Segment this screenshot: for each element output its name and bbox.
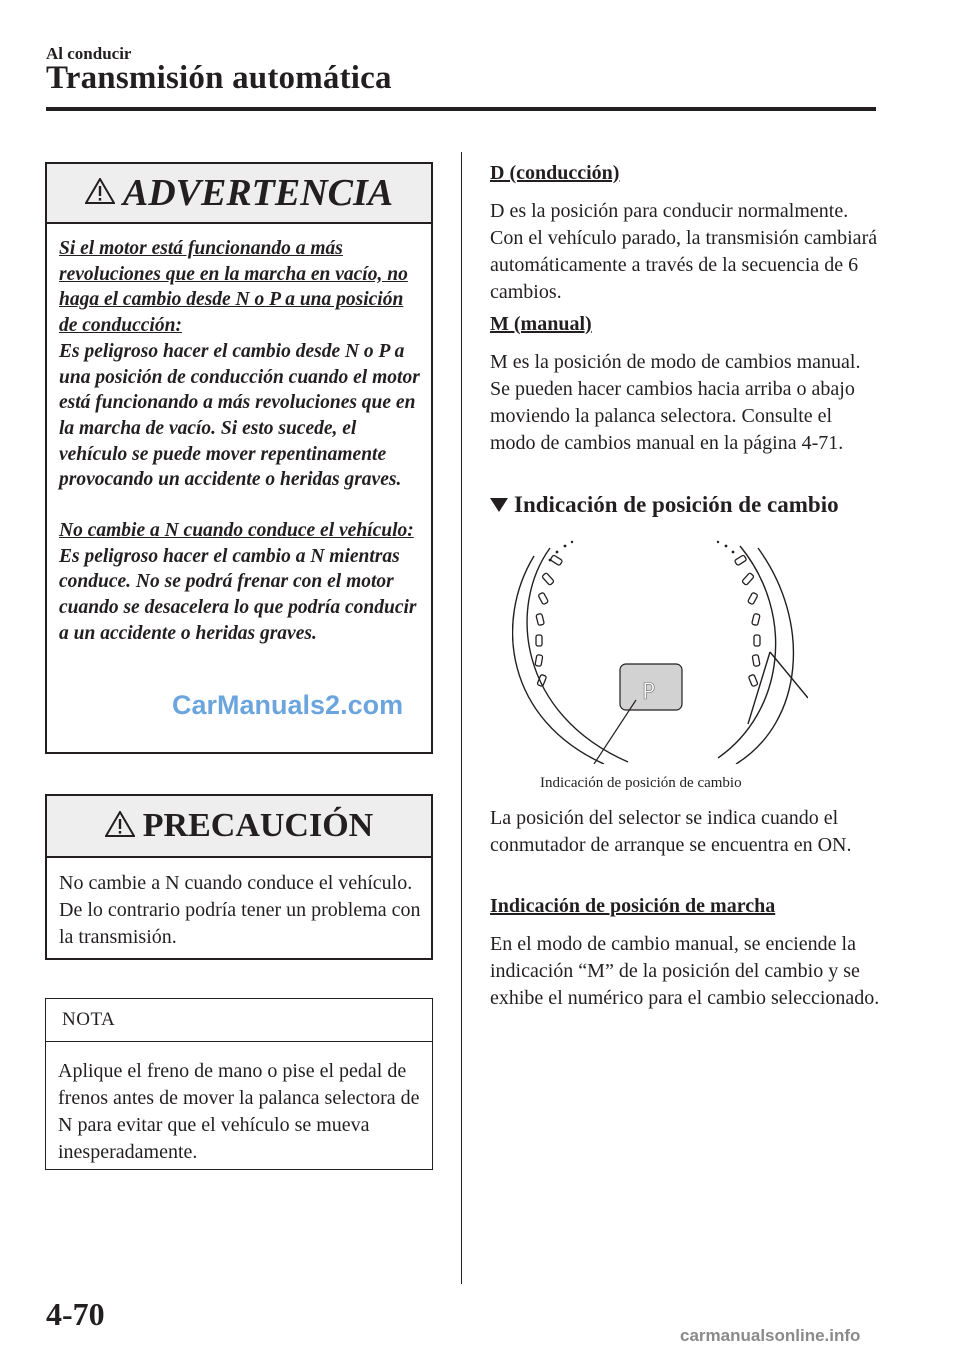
figure-caption: Indicación de posición de cambio [540,775,742,791]
caution-header [47,796,431,858]
gear-text: En el modo de cambio manual, se enciende la indicación “M” de la posición del cambio y se exhibe el numérico para el cambio seleccionado. [490,933,880,1009]
triangle-bullet-icon [490,498,508,512]
m-heading: M (manual) [490,313,592,335]
note-text: Aplique el freno de mano o pise el pedal de frenos antes de mover la palanca selectora de N para evitar que el vehículo se mueva inesperadamente. [58,1060,420,1163]
page-title: Transmisión automática [46,60,392,96]
gear-heading: Indicación de posición de marcha [490,895,776,917]
section-kicker: Al conducir [46,44,132,63]
caution-triangle-icon [105,811,135,842]
warning-triangle-icon [85,178,115,209]
page-number: 4-70 [46,1296,105,1332]
note-header [46,999,432,1042]
gear-display-char: P [642,680,656,705]
instrument-cluster-figure [512,536,808,764]
warning-text-1: Es peligroso hacer el cambio desde N o P a una posición de conducción cuando el motor está funcionando a más revoluciones que en la marcha de vacío. Si esto sucede, el vehículo se puede mover repentinamente provocando un accidente o heridas graves. [59,340,420,491]
warning-body [47,224,431,647]
watermark: CarManuals2.com [172,690,404,720]
d-heading: D (conducción) [490,162,620,184]
d-text: D es la posición para conducir normalmente. Con el vehículo parado, la transmisión cambiará automáticamente a través de la secuencia de 6 cambios. [490,200,878,303]
footer-brand: carmanualsonline.info [680,1326,861,1345]
warning-box [45,162,433,754]
warning-text-2: Es peligroso hacer el cambio a N mientras conduce. No se podrá frenar con el motor cuando se desacelera lo que podría conducir a un accidente o heridas graves. [59,545,417,644]
warning-heading-2: No cambie a N cuando conduce el vehículo: [59,520,414,542]
warning-title: ADVERTENCIA [122,172,394,214]
caution-box [45,794,433,960]
warning-heading-1: Si el motor está funcionando a más revoluciones que en la marcha en vacío, no haga el cambio desde N o P a una posición de conducción: [59,238,408,337]
note-title: NOTA [62,1009,116,1030]
warning-header [47,164,431,224]
section-heading [490,492,880,518]
caution-text: No cambie a N cuando conduce el vehículo. De lo contrario podría tener un problema con la transmisión. [59,872,421,948]
title-rule [46,107,876,111]
note-box [45,998,433,1170]
column-divider [461,152,462,1284]
m-text: M es la posición de modo de cambios manual. Se pueden hacer cambios hacia arriba o abajo moviendo la palanca selectora. Consulte el modo de cambios manual en la página 4-71. [490,351,861,454]
caution-title: PRECAUCIÓN [142,807,374,844]
section-heading-text: Indicación de posición de cambio [514,492,839,517]
pos-text: La posición del selector se indica cuando el conmutador de arranque se encuentra en ON. [490,807,852,856]
